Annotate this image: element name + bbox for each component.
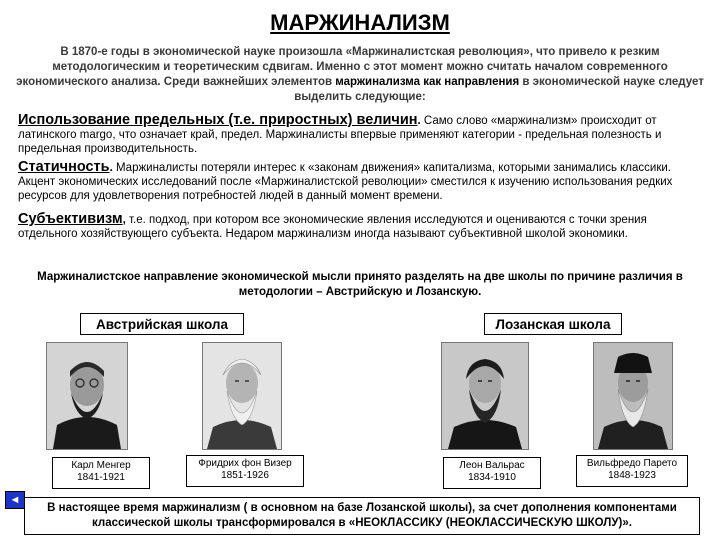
caption-pareto xyxy=(576,455,688,487)
austrian-school-label: Австрийская школа xyxy=(80,313,244,335)
paragraph-subjectivism xyxy=(18,212,704,241)
intro-text-end: в экономической науке следует выделить следующие: xyxy=(294,76,704,103)
back-button[interactable]: ◄ xyxy=(5,491,25,509)
paragraph-static xyxy=(18,160,704,203)
conclusion-box: В настоящее время маржинализм ( в основном на базе Лозанской школы), за счет дополнения компонентами классической школы трансформировался в «НЕОКЛАССИКУ (НЕОКЛАССИЧЕСКУЮ ШКОЛУ)». xyxy=(24,497,700,535)
lausanne-school-label: Лозанская школа xyxy=(484,313,622,335)
term-marginal-values: Использование предельных (т.е. приростных) величин xyxy=(18,112,418,128)
person-years: 1851-1926 xyxy=(221,470,269,481)
paragraph-text: Само слово «маржинализм» происходит от латинского margo, что означает край, предел. Маржиналисты впервые применяют категории - предельная полезность и предельная производительность. xyxy=(18,115,662,155)
term-separator: . xyxy=(109,162,116,174)
paragraph-marginal-values xyxy=(18,113,704,156)
portrait-menger xyxy=(46,342,128,450)
term-separator: . xyxy=(417,115,424,127)
person-years: 1834-1910 xyxy=(468,472,516,483)
person-years: 1848-1923 xyxy=(608,470,656,481)
schools-division-text: Маржиналистское направление экономической мысли принято разделять на две школы по причине различия в методологии – Австрийскую и Лозанскую. xyxy=(37,271,683,298)
caption-walras xyxy=(443,457,541,489)
portrait-pareto xyxy=(593,342,673,450)
intro-paragraph xyxy=(14,45,706,105)
person-years: 1841-1921 xyxy=(77,472,125,483)
person-name: Вильфредо Парето xyxy=(586,458,678,469)
paragraph-text: Маржиналисты потеряли интерес к «законам движения» капитализма, которыми занимались классики. Акцент экономических исследований после «Маржиналистской революции» сместился к изучению использования редких ресурсов для удовлетворения потребностей людей в данный момент времени. xyxy=(18,162,673,202)
person-name: Фридрих фон Визер xyxy=(198,458,292,469)
term-static: Статичность xyxy=(18,159,110,175)
page-title: МАРЖИНАЛИЗМ xyxy=(270,10,450,35)
term-separator: , xyxy=(122,214,129,226)
portrait-walras xyxy=(441,342,529,450)
intro-highlight: маржинализма как направления xyxy=(335,76,520,88)
term-subjectivism: Субъективизм xyxy=(18,211,123,227)
person-name: Карл Менгер xyxy=(71,460,131,471)
intro-text-start: В 1870-е годы в экономической науке произошла «Маржиналистская революция», что привело к резким методологическим и теоретическим сдвигам. Именно с этот момент можно считать началом современного экономического анализа. Среди важнейших элементов xyxy=(16,46,668,88)
person-name: Леон Вальрас xyxy=(459,460,525,471)
portrait-wieser xyxy=(202,342,282,450)
paragraph-text: т.е. подход, при котором все экономические явления исследуются и оцениваются с точки зрения отдельного хозяйствующего субъекта. Недаром маржинализм иногда называют субъективной школой экономики. xyxy=(18,214,647,240)
caption-wieser xyxy=(186,455,304,487)
caption-menger xyxy=(52,457,150,489)
